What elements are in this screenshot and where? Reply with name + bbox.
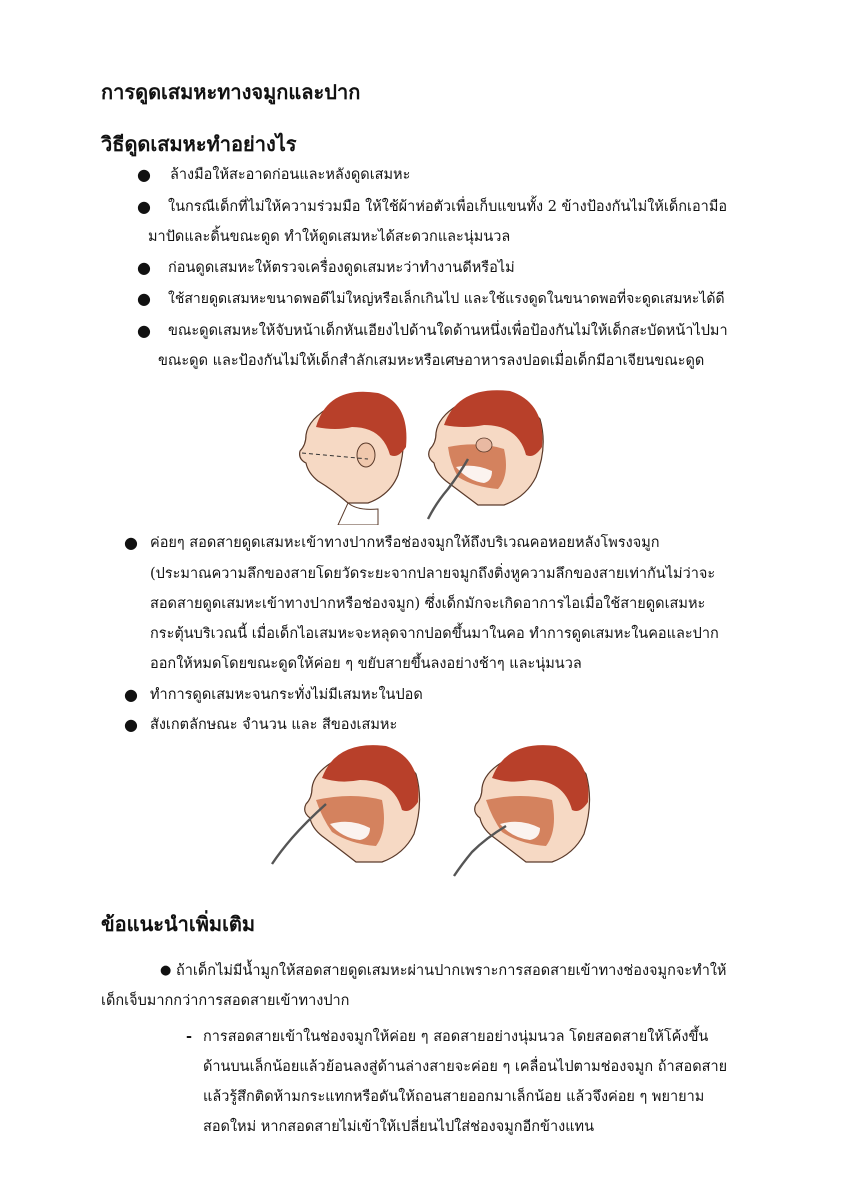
list-item-continuation: กระตุ้นบริเวณนี้ เมื่อเด็กไอเสมหะจะหลุดจากปอดขึ้นมาในคอ ทำการดูดเสมหะในคอและปาก xyxy=(150,626,719,642)
bullet-marker: ● xyxy=(137,258,151,277)
bullet-marker: ● xyxy=(160,963,172,978)
paragraph-line: ถ้าเด็กไม่มีน้ำมูกให้สอดสายดูดเสมหะผ่านปากเพราะการสอดสายเข้าทางช่องจมูกจะทำให้ xyxy=(176,963,727,979)
list-item-continuation: (ประมาณความลึกของสายโดยวัดระยะจากปลายจมูกถึงติ่งหูความลึกของสายเท่ากันไม่ว่าจะ xyxy=(150,566,716,582)
list-item: ใช้สายดูดเสมหะขนาดพอดีไม่ใหญ่หรือเล็กเกินไป และใช้แรงดูดในขนาดพอที่จะดูดเสมหะได้ดี xyxy=(168,291,725,307)
list-item: ล้างมือให้สะอาดก่อนและหลังดูดเสมหะ xyxy=(170,167,411,183)
illustration-nasal-measurement xyxy=(278,385,558,525)
list-item: ขณะดูดเสมหะให้จับหน้าเด็กหันเอียงไปด้านใดด้านหนึ่งเพื่อป้องกันไม่ให้เด็กสะบัดหน้าไปมา xyxy=(168,323,728,339)
child-profile-suction xyxy=(428,390,543,519)
bullet-marker: ● xyxy=(137,289,151,308)
bullet-marker: ● xyxy=(124,685,138,704)
paragraph-line: เด็กเจ็บมากกว่าการสอดสายเข้าทางปาก xyxy=(101,993,350,1009)
dash-item-line: ด้านบนเล็กน้อยแล้วย้อนลงสู่ด้านล่างสายจะค่อย ๆ เคลื่อนไปตามช่องจมูก ถ้าสอดสาย xyxy=(203,1059,728,1075)
dash-item-line: การสอดสายเข้าในช่องจมูกให้ค่อย ๆ สอดสายอย่างนุ่มนวล โดยสอดสายให้โค้งขึ้น xyxy=(203,1029,709,1045)
list-item-continuation: มาปัดและดิ้นขณะดูด ทำให้ดูดเสมหะได้สะดวกและนุ่มนวล xyxy=(148,229,511,245)
list-item-continuation: ขณะดูด และป้องกันไม่ให้เด็กสำลักเสมหะหรือเศษอาหารลงปอดเมื่อเด็กมีอาเจียนขณะดูด xyxy=(158,353,705,369)
list-item-continuation: ออกให้หมดโดยขณะดูดให้ค่อย ๆ ขยับสายขึ้นลงอย่างช้าๆ และนุ่มนวล xyxy=(150,656,582,672)
bullet-marker: ● xyxy=(124,715,138,734)
page-title: การดูดเสมหะทางจมูกและปาก xyxy=(101,80,361,104)
dash-marker: - xyxy=(186,1028,193,1045)
dash-item-line: สอดใหม่ หากสอดสายไม่เข้าให้เปลี่ยนไปใส่ช่องจมูกอีกข้างแทน xyxy=(203,1119,595,1135)
list-item: ทำการดูดเสมหะจนกระทั่งไม่มีเสมหะในปอด xyxy=(150,687,423,703)
list-item: ก่อนดูดเสมหะให้ตรวจเครื่องดูดเสมหะว่าทำงานดีหรือไม่ xyxy=(168,260,515,276)
list-item: ค่อยๆ สอดสายดูดเสมหะเข้าทางปากหรือช่องจมูกให้ถึงบริเวณคอหอยหลังโพรงจมูก xyxy=(150,535,660,551)
illustration-suction-procedure xyxy=(266,742,596,882)
child-oral-suction xyxy=(454,745,590,876)
section-heading-additional-advice: ข้อแนะนำเพิ่มเติม xyxy=(101,912,256,936)
list-item-continuation: สอดสายดูดเสมหะเข้าทางปากหรือช่องจมูก) ซึ่งเด็กมักจะเกิดอาการไอเมื่อใช้สายดูดเสมหะ xyxy=(150,596,706,612)
bullet-marker: ● xyxy=(137,197,151,216)
list-item: สังเกตลักษณะ จำนวน และ สีของเสมหะ xyxy=(150,717,398,733)
bullet-marker: ● xyxy=(124,533,138,552)
list-item: ในกรณีเด็กที่ไม่ให้ความร่วมมือ ให้ใช้ผ้าห่อตัวเพื่อเก็บแขนทั้ง 2 ข้างป้องกันไม่ให้เด็กเอามือ xyxy=(168,199,728,215)
dash-item-line: แล้วรู้สึกติดห้ามกระแทกหรือดันให้ถอนสายออกมาเล็กน้อย แล้วจึงค่อย ๆ พยายาม xyxy=(203,1089,705,1105)
bullet-marker: ● xyxy=(137,165,151,184)
child-nasal-suction xyxy=(272,745,420,864)
section-heading-how-to: วิธีดูดเสมหะทำอย่างไร xyxy=(101,132,297,156)
child-profile-measure xyxy=(300,392,407,525)
bullet-marker: ● xyxy=(137,321,151,340)
